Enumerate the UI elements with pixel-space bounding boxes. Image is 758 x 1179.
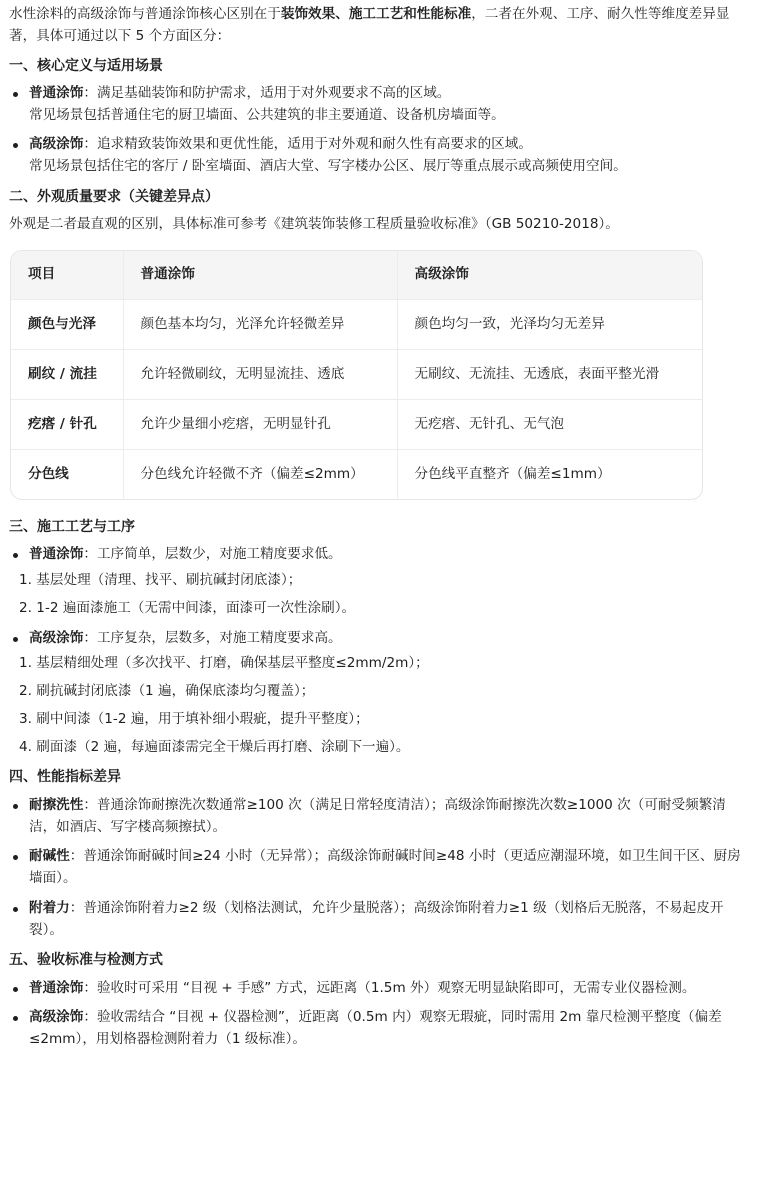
table-cell: 颜色基本均匀，光泽允许轻微差异 [123, 300, 397, 350]
item-label: 耐碱性 [29, 848, 70, 865]
item-text: ：工序复杂，层数多，对施工精度要求高。 [83, 629, 342, 646]
item-text: ：普通涂饰耐擦洗次数通常≥100 次（满足日常轻度清洁）；高级涂饰耐擦洗次数≥1000 次（可耐受频繁清洁，如酒店、写字楼高频擦拭）。 [29, 796, 726, 835]
item-text: ：普通涂饰耐碱时间≥24 小时（无异常）；高级涂饰耐碱时间≥48 小时（更适应潮湿环境，如卫生间干区、厨房墙面）。 [29, 848, 741, 887]
item-text: 常见场景包括普通住宅的厨卫墙面、公共建筑的非主要通道、设备机房墙面等。 [29, 106, 505, 123]
table-row [11, 400, 702, 450]
step-item: 2. 1-2 遍面漆施工（无需中间漆，面漆可一次性涂刷）。 [19, 599, 356, 616]
table-cell: 允许轻微刷纹，无明显流挂、透底 [123, 350, 397, 400]
table-cell: 疙瘩 / 针孔 [11, 400, 123, 450]
bullet-list [9, 628, 750, 650]
item-label: 附着力 [29, 899, 70, 916]
table-row [11, 300, 702, 350]
item-label: 普通涂饰 [29, 84, 84, 101]
intro-text-end: ，二者在外观、工序、耐久性等维度差异显著，具体可通过以下 5 个方面区分： [9, 6, 730, 44]
item-text: ：追求精致装饰效果和更优性能，适用于对外观和耐久性有高要求的区域。 [83, 136, 532, 153]
table-header-row [11, 251, 702, 300]
table-cell: 分色线 [11, 450, 123, 500]
list-item [9, 83, 750, 127]
section-title: 三、施工工艺与工序 [9, 519, 135, 536]
list-item [9, 544, 750, 566]
steps-list [16, 570, 750, 620]
table-row [11, 350, 702, 400]
section-desc: 外观是二者最直观的区别，具体标准可参考《建筑装饰装修工程质量验收标准》（GB 50210-2018）。 [9, 216, 619, 233]
table-cell: 刷纹 / 流挂 [11, 350, 123, 400]
list-item [9, 898, 750, 942]
table-cell: 分色线允许轻微不齐（偏差≤2mm） [123, 450, 397, 500]
table-row [11, 450, 702, 500]
item-label: 高级涂饰 [29, 1009, 84, 1026]
table-cell: 分色线平直整齐（偏差≤1mm） [397, 450, 702, 500]
list-item [9, 134, 750, 178]
intro-paragraph [9, 4, 750, 48]
steps-list [16, 653, 750, 758]
list-item [9, 978, 750, 1000]
item-label: 耐擦洗性 [29, 796, 84, 813]
section-title: 五、验收标准与检测方式 [9, 952, 163, 969]
item-text: ：工序简单，层数少，对施工精度要求低。 [83, 546, 342, 563]
list-item [9, 846, 750, 890]
step-item: 3. 刷中间漆（1-2 遍，用于填补细小瑕疵，提升平整度）； [19, 710, 369, 727]
table-header-cell: 普通涂饰 [123, 251, 397, 300]
table-cell: 颜色均匀一致，光泽均匀无差异 [397, 300, 702, 350]
step-item: 1. 基层处理（清理、找平、刷抗碱封闭底漆）； [19, 572, 302, 589]
step-item: 2. 刷抗碱封闭底漆（1 遍，确保底漆均匀覆盖）； [19, 683, 315, 700]
table-header-cell: 高级涂饰 [397, 251, 702, 300]
list-item [9, 1007, 750, 1051]
item-text: ：验收时可采用 “目视 + 手感” 方式，远距离（1.5m 外）观察无明显缺陷即可，无需专业仪器检测。 [83, 979, 696, 996]
intro-text: 水性涂料的高级涂饰与普通涂饰核心区别在于 [9, 6, 281, 22]
bullet-list [9, 795, 750, 942]
section-title: 四、性能指标差异 [9, 769, 121, 786]
item-text: 常见场景包括住宅的客厅 / 卧室墙面、酒店大堂、写字楼办公区、展厅等重点展示或高频使用空间。 [29, 158, 627, 175]
table-header-cell: 项目 [11, 251, 123, 300]
bullet-list [9, 83, 750, 178]
table-cell: 允许少量细小疙瘩，无明显针孔 [123, 400, 397, 450]
step-item: 1. 基层精细处理（多次找平、打磨，确保基层平整度≤2mm/2m）； [19, 655, 429, 672]
step-item: 4. 刷面漆（2 遍，每遍面漆需完全干燥后再打磨、涂刷下一遍）。 [19, 738, 410, 755]
section-title: 一、核心定义与适用场景 [9, 57, 163, 74]
item-text: ：普通涂饰附着力≥2 级（划格法测试，允许少量脱落）；高级涂饰附着力≥1 级（划格后无脱落，不易起皮开裂）。 [29, 899, 724, 938]
table-cell: 无刷纹、无流挂、无透底，表面平整光滑 [397, 350, 702, 400]
item-text: ：验收需结合 “目视 + 仪器检测”，近距离（0.5m 内）观察无瑕疵，同时需用 2m 靠尺检测平整度（偏差≤2mm），用划格器检测附着力（1 级标准）。 [29, 1009, 722, 1048]
item-label: 高级涂饰 [29, 136, 84, 153]
bullet-list [9, 544, 750, 566]
list-item [9, 628, 750, 650]
list-item [9, 795, 750, 839]
section-title: 二、外观质量要求（关键差异点） [9, 188, 219, 205]
item-label: 普通涂饰 [29, 979, 84, 996]
comparison-table [10, 250, 703, 500]
table-cell: 颜色与光泽 [11, 300, 123, 350]
table-cell: 无疙瘩、无针孔、无气泡 [397, 400, 702, 450]
item-label: 普通涂饰 [29, 546, 84, 563]
bullet-list [9, 978, 750, 1051]
item-label: 高级涂饰 [29, 629, 84, 646]
intro-bold-text: 装饰效果、施工工艺和性能标准 [280, 6, 472, 22]
item-text: ：满足基础装饰和防护需求，适用于对外观要求不高的区域。 [83, 84, 451, 101]
